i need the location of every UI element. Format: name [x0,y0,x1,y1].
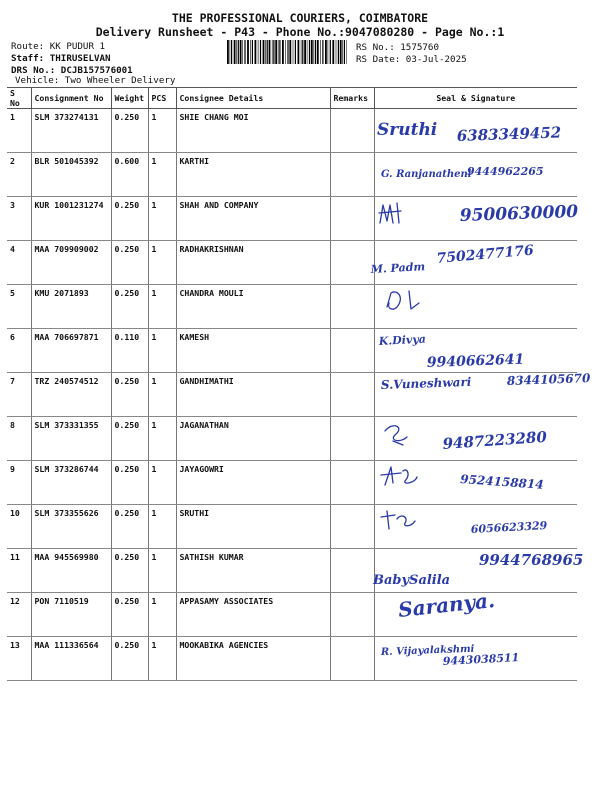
barcode-bar [255,40,257,64]
barcode-bar [309,40,310,64]
row-signature [374,329,577,373]
barcode-bar [295,40,296,64]
signature-ink [375,153,580,195]
barcode-bar [282,40,284,64]
barcode-bar [314,40,315,64]
row-consignee: APPASAMY ASSOCIATES [176,593,330,637]
table-header-row [7,88,577,109]
row-pcs: 1 [148,241,176,285]
signature-name: R. Vijayalakshmi [380,643,475,658]
rs-no-label: RS No.: 1575760 [356,42,439,53]
signature-ink [375,461,580,503]
table-row [7,153,577,197]
row-sno: 7 [7,373,31,417]
signature-scribble [387,291,419,309]
barcode-bar [234,40,236,64]
row-signature [374,587,577,637]
row-signature [374,417,577,461]
signature-ink [375,197,580,239]
row-pcs: 1 [148,549,176,593]
barcode-bar [344,40,345,64]
row-remarks [330,417,374,461]
row-weight: 0.250 [111,417,148,461]
barcode-bar [227,40,229,64]
signature-phone: 7502477176 [435,242,534,267]
row-weight: 0.250 [111,505,148,549]
row-sno: 13 [7,637,31,681]
table-row [7,637,577,681]
row-pcs: 1 [148,505,176,549]
row-remarks [330,285,374,329]
row-remarks [330,593,374,637]
col-signature: Seal & Signature [374,88,577,109]
row-consignee: MOOKABIKA AGENCIES [176,637,330,681]
barcode-bar [315,40,316,64]
row-remarks [330,549,374,593]
signature-phone: 9500630000 [458,201,578,226]
row-pcs: 1 [148,285,176,329]
signature-ink [375,505,580,547]
row-sno: 3 [7,197,31,241]
barcode-bar [347,40,348,64]
signature-name: Sruthi [376,120,437,140]
signature-ink [372,549,583,591]
row-remarks [330,505,374,549]
row-signature [374,505,577,549]
barcode-bar [340,40,342,64]
signature-scribble [381,467,417,485]
row-consignee: SHIE CHANG MOI [176,109,330,153]
table-row [7,285,577,329]
row-signature [374,153,577,197]
table-row [7,373,577,417]
table-row [7,461,577,505]
table-row [7,109,577,153]
signature-phone: 6056623329 [469,519,548,536]
row-consignee: GANDHIMATHI [176,373,330,417]
staff-label: Staff: THIRUSELVAN [11,53,111,64]
row-weight: 0.250 [111,637,148,681]
row-remarks [330,461,374,505]
signature-scribble [381,511,415,529]
barcode-bar [267,40,268,64]
row-consignment-no: MAA 706697871 [31,329,111,373]
table-row [7,505,577,549]
signature-ink [375,371,591,415]
row-consignment-no: MAA 111336564 [31,637,111,681]
signature-phone: 9940662641 [426,351,525,371]
row-sno: 12 [7,593,31,637]
barcode-bar [238,40,239,64]
col-consignment: Consignment No [31,88,111,109]
row-pcs: 1 [148,197,176,241]
runsheet-table [7,87,591,681]
row-weight: 0.250 [111,285,148,329]
row-remarks [330,329,374,373]
row-consignee: JAYAGOWRI [176,461,330,505]
barcode-bar [342,40,343,64]
row-sno: 1 [7,109,31,153]
signature-phone: 9487223280 [441,427,547,453]
rs-date-label: RS Date: 03-Jul-2025 [356,54,467,65]
signature-ink [375,329,580,371]
row-consignee: KARTHI [176,153,330,197]
barcode-bar [336,40,337,64]
signature-name: S.Vuneshwari [380,374,472,392]
row-consignee: JAGANATHAN [176,417,330,461]
barcode-bar [304,40,306,64]
barcode-bar [322,40,323,64]
barcode-bar [230,40,231,64]
table-row [7,593,577,637]
barcode-bar [285,40,286,64]
row-consignment-no: TRZ 240574512 [31,373,111,417]
row-consignee: CHANDRA MOULI [176,285,330,329]
signature-ink [375,417,580,459]
signature-name: K.Divya [377,332,426,348]
barcode-bar [236,40,237,64]
signature-scribble [385,426,407,445]
row-consignment-no: BLR 501045392 [31,153,111,197]
barcode-bar [242,40,243,64]
signature-ink [369,241,580,283]
row-signature [374,371,591,417]
row-consignment-no: MAA 945569980 [31,549,111,593]
row-signature [374,285,577,329]
row-weight: 0.250 [111,593,148,637]
table-row [7,329,577,373]
signature-ink [375,109,580,151]
row-signature [374,109,577,153]
row-weight: 0.250 [111,549,148,593]
barcode-bar [240,40,242,64]
barcode-bar [311,40,313,64]
row-consignment-no: SLM 373274131 [31,109,111,153]
table-row [7,549,577,593]
row-consignment-no: KUR 1001231274 [31,197,111,241]
row-weight: 0.250 [111,461,148,505]
row-weight: 0.250 [111,109,148,153]
row-consignment-no: SLM 373355626 [31,505,111,549]
row-consignee: SRUTHI [176,505,330,549]
signature-phone: 6383349452 [456,123,561,145]
signature-ink [375,587,580,635]
signature-scribble [379,203,401,223]
col-pcs: PCS [148,88,176,109]
row-consignment-no: SLM 373286744 [31,461,111,505]
row-consignee: SHAH AND COMPANY [176,197,330,241]
barcode-bar [317,40,319,64]
barcode-bar [293,40,294,64]
barcode-bar [250,40,251,64]
row-weight: 0.600 [111,153,148,197]
signature-ink [375,637,580,679]
row-sno: 9 [7,461,31,505]
barcode-bar [320,40,321,64]
barcode-image [227,40,347,64]
barcode-bar [231,40,232,64]
barcode-bar [307,40,308,64]
row-remarks [330,109,374,153]
drs-label: DRS No.: DCJB157576001 [11,65,133,76]
signature-name: BabySalila [372,573,450,588]
row-signature [369,241,577,285]
row-weight: 0.110 [111,329,148,373]
barcode-bar [272,40,273,64]
barcode-bar [330,40,331,64]
barcode-bar [287,40,288,64]
signature-phone: 8344105670 [506,371,591,388]
col-remarks: Remarks [330,88,374,109]
row-consignee: KAMESH [176,329,330,373]
signature-phone: 9944768965 [478,551,583,569]
row-pcs: 1 [148,461,176,505]
barcode-bar [325,40,327,64]
barcode-bar [263,40,265,64]
col-consignee: Consignee Details [176,88,330,109]
row-sno: 10 [7,505,31,549]
vehicle-label: Vehicle: Two Wheeler Delivery [15,75,176,86]
row-pcs: 1 [148,373,176,417]
barcode-bar [279,40,280,64]
row-signature [374,461,577,505]
barcode-bar [258,40,259,64]
barcode-bar [273,40,274,64]
barcode-bar [275,40,277,64]
row-remarks [330,373,374,417]
barcode-bar [247,40,249,64]
row-weight: 0.250 [111,241,148,285]
signature-name: Saranya. [396,587,496,622]
row-remarks [330,197,374,241]
runsheet-subtitle: Delivery Runsheet - P43 - Phone No.:9047080280 - Page No.:1 [95,25,505,39]
barcode-bar [260,40,261,64]
barcode-bar [302,40,303,64]
signature-phone: 9524158814 [459,472,544,492]
row-sno: 4 [7,241,31,285]
row-consignee: SATHISH KUMAR [176,549,330,593]
row-pcs: 1 [148,637,176,681]
barcode-bar [278,40,279,64]
row-consignment-no: PON 7110519 [31,593,111,637]
row-sno: 5 [7,285,31,329]
row-pcs: 1 [148,593,176,637]
table-row [7,241,577,285]
barcode-bar [328,40,329,64]
row-remarks [330,241,374,285]
row-consignee: RADHAKRISHNAN [176,241,330,285]
barcode-bar [252,40,253,64]
signature-phone: 9443038511 [441,651,520,668]
signature-name: G. Ranjanatheni [380,169,472,180]
barcode-bar [265,40,266,64]
row-sno: 8 [7,417,31,461]
col-sno: S No [7,88,31,109]
signature-phone: 9444962265 [466,165,544,178]
row-pcs: 1 [148,153,176,197]
barcode-bar [298,40,300,64]
row-remarks [330,637,374,681]
signature-name: M. Padm [369,260,425,276]
row-consignment-no: KMU 2071893 [31,285,111,329]
row-signature [372,549,583,593]
row-pcs: 1 [148,329,176,373]
row-consignment-no: SLM 373331355 [31,417,111,461]
route-label: Route: KK PUDUR 1 [11,41,106,52]
col-weight: Weight [111,88,148,109]
barcode-bar [338,40,339,64]
barcode-bar [244,40,245,64]
barcode-bar [289,40,291,64]
row-sno: 11 [7,549,31,593]
row-signature [374,197,577,241]
row-pcs: 1 [148,417,176,461]
row-weight: 0.250 [111,373,148,417]
signature-ink [375,285,580,327]
row-remarks [330,153,374,197]
row-sno: 2 [7,153,31,197]
row-weight: 0.250 [111,197,148,241]
barcode-bar [301,40,302,64]
company-title: THE PROFESSIONAL COURIERS, COIMBATORE [171,11,429,25]
row-pcs: 1 [148,109,176,153]
row-signature [374,637,577,681]
table-row [7,197,577,241]
barcode-bar [269,40,271,64]
row-sno: 6 [7,329,31,373]
table-row [7,417,577,461]
row-consignment-no: MAA 709909002 [31,241,111,285]
barcode-bar [332,40,334,64]
